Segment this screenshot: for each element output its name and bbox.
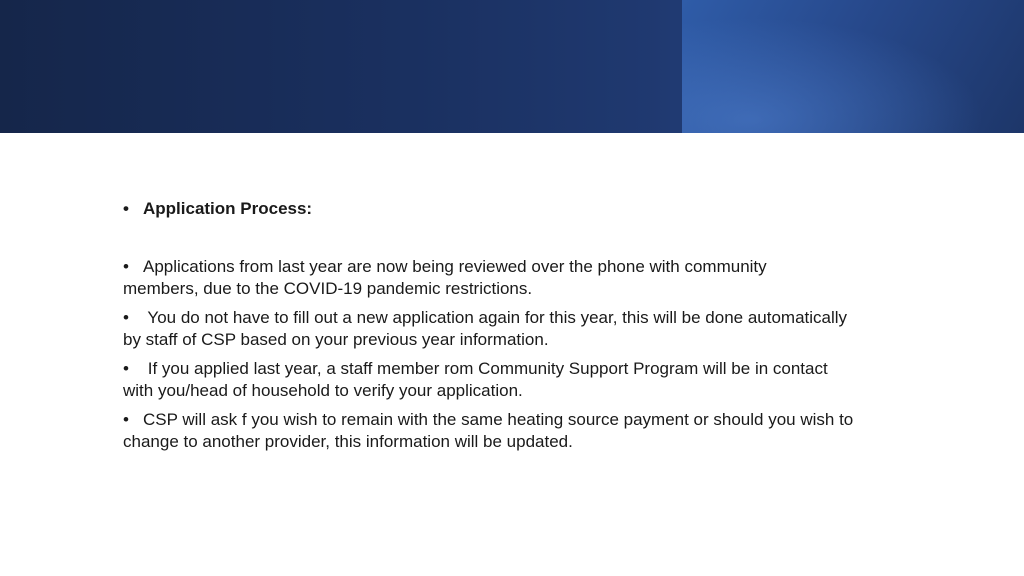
bullet-icon: • [123, 308, 129, 327]
bullet-item-line-1: Applications from last year are now being reviewed over the phone with community [143, 257, 767, 276]
bullet-item-line-2: members, due to the COVID-19 pandemic restrictions. [123, 279, 533, 298]
slide-content [123, 198, 923, 460]
bullet-item [123, 409, 923, 453]
bullet-item [123, 307, 923, 351]
bullet-icon: • [123, 199, 129, 218]
header-glow [682, 0, 1024, 133]
section-heading-text: Application Process: [143, 199, 313, 218]
bullet-item [123, 256, 923, 300]
bullet-icon: • [123, 410, 129, 429]
bullet-item-line-2: with you/head of household to verify your application. [123, 381, 523, 400]
section-heading [123, 198, 923, 220]
bullet-item [123, 358, 923, 402]
bullet-item-line-1: If you applied last year, a staff member rom Community Support Program will be in contact [143, 359, 828, 378]
bullet-item-line-1: CSP will ask f you wish to remain with the same heating source payment or should you wish to [143, 410, 854, 429]
bullet-item-line-1: You do not have to fill out a new application again for this year, this will be done automatically [143, 308, 848, 327]
bullet-icon: • [123, 359, 129, 378]
bullet-icon: • [123, 257, 129, 276]
header-band [0, 0, 1024, 133]
bullet-item-line-2: by staff of CSP based on your previous year information. [123, 330, 549, 349]
bullet-item-line-2: change to another provider, this information will be updated. [123, 432, 573, 451]
